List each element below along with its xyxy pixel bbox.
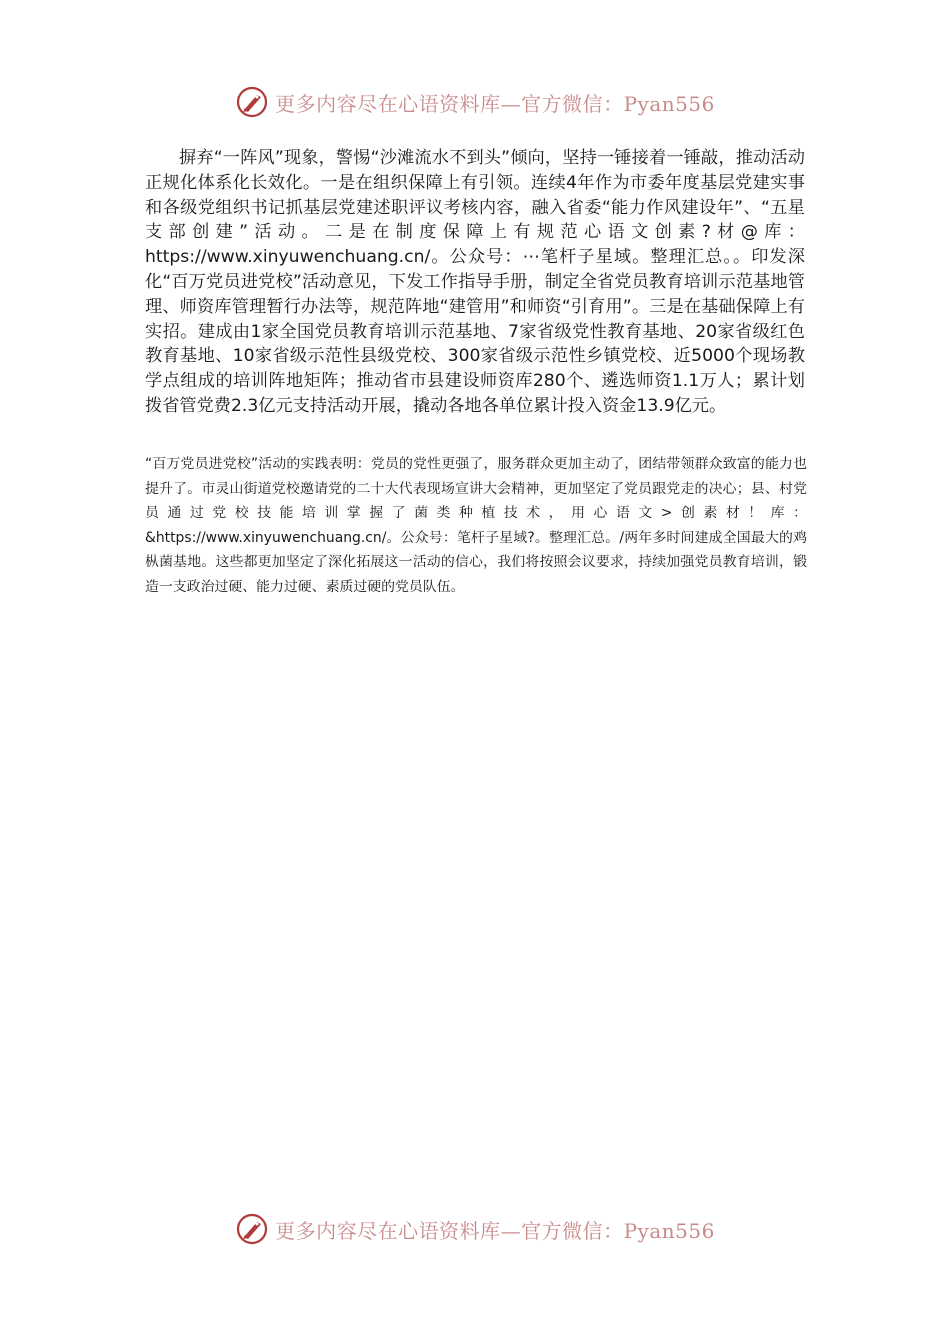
header-banner	[0, 84, 950, 120]
footer-banner-text: 更多内容尽在心语资料库—官方微信：Pyan556	[275, 1218, 715, 1243]
pen-nib-logo-icon	[235, 85, 269, 119]
pen-nib-logo-icon	[235, 1212, 269, 1246]
body-paragraph-1: 摒弃“一阵风”现象，警惕“沙滩流水不到头”倾向，坚持一锤接着一锤敲，推动活动正规化体系化长效化。一是在组织保障上有引领。连续4年作为市委年度基层党建实事和各级党组织书记抓基层党建述职评议考核内容，融入省委“能力作风建设年”、“五星支部创建”活动。二是在制度保障上有规范心语文创素?材@库：https://www.xinyuwenchuang.cn/。公众号：⋯笔杆子星域。整理汇总。。印发深化“百万党员进党校”活动意见，下发工作指导手册，制定全省党员教育培训示范基地管理、师资库管理暂行办法等，规范阵地“建管用”和师资“引育用”。三是在基础保障上有实招。建成由1家全国党员教育培训示范基地、7家省级党性教育基地、20家省级红色教育基地、10家省级示范性县级党校、300家省级示范性乡镇党校、近5000个现场教学点组成的培训阵地矩阵；推动省市县建设师资库280个、遴选师资1.1万人；累计划拨省管党费2.3亿元支持活动开展，撬动各地各单位累计投入资金13.9亿元。	[145, 148, 805, 416]
body-paragraph-2: “百万党员进党校”活动的实践表明：党员的党性更强了，服务群众更加主动了，团结带领群众致富的能力也提升了。市灵山街道党校邀请党的二十大代表现场宣讲大会精神，更加坚定了党员跟党走的决心；县、村党员通过党校技能培训掌握了菌类种植技术，用心语文>创素材！库：&https://www.xinyuwenchuang.cn/。公众号：笔杆子星域?。整理汇总。/两年多时间建成全国最大的鸡枞菌基地。这些都更加坚定了深化拓展这一活动的信心，我们将按照会议要求，持续加强党员教育培训，锻造一支政治过硬、能力过硬、素质过硬的党员队伍。	[145, 456, 807, 595]
header-banner-text: 更多内容尽在心语资料库—官方微信：Pyan556	[275, 91, 715, 116]
footer-banner	[0, 1211, 950, 1247]
